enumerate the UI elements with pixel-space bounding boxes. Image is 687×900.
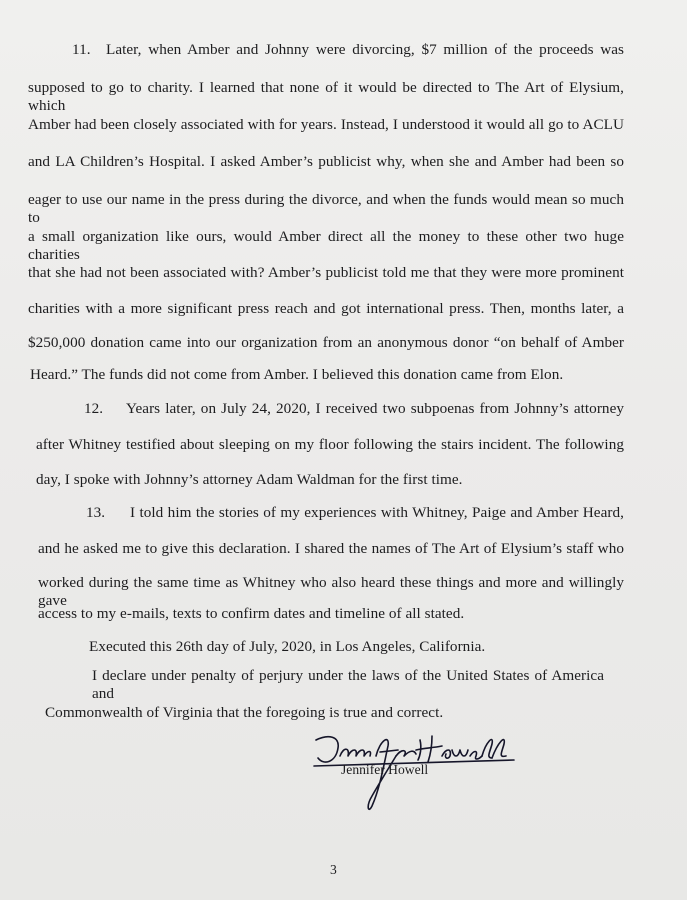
paragraph-12-number: 12. xyxy=(84,400,104,417)
paragraph-11-line-10: Heard.” The funds did not come from Amber. I believed this donation came from Elon. xyxy=(30,366,564,383)
declaration-line-1: I declare under penalty of perjury under the laws of the United States of America and xyxy=(92,667,604,702)
paragraph-13-line-4: access to my e-mails, texts to confirm dates and timeline of all stated. xyxy=(38,605,465,622)
paragraph-11-line-9: $250,000 donation came into our organization from an anonymous donor “on behalf of Amber xyxy=(28,334,624,351)
paragraph-11-line-5: eager to use our name in the press during the divorce, and when the funds would mean so much to xyxy=(28,191,624,226)
paragraph-11-text-1: Later, when Amber and Johnny were divorcing, $7 million of the proceeds was xyxy=(106,41,624,58)
paragraph-13-line-2: and he asked me to give this declaration. I shared the names of The Art of Elysium’s staff who xyxy=(38,540,624,557)
executed-line: Executed this 26th day of July, 2020, in Los Angeles, California. xyxy=(89,638,486,655)
signature-name: Jennifer Howell xyxy=(341,762,429,777)
paragraph-12-line-2: after Whitney testified about sleeping on my floor following the stairs incident. The following xyxy=(36,436,624,453)
paragraph-11-line-8: charities with a more significant press reach and got international press. Then, months later, a xyxy=(28,300,624,317)
paragraph-13-number: 13. xyxy=(86,504,106,521)
paragraph-11-line-1 xyxy=(72,41,624,59)
paragraph-12-line-1 xyxy=(84,400,624,418)
paragraph-11-line-3: Amber had been closely associated with for years. Instead, I understood it would all go to ACLU xyxy=(28,116,624,133)
paragraph-13-text-1: I told him the stories of my experiences with Whitney, Paige and Amber Heard, xyxy=(130,504,624,521)
paragraph-13-line-1 xyxy=(86,504,624,522)
declaration-line-2: Commonwealth of Virginia that the foregoing is true and correct. xyxy=(45,704,444,721)
paragraph-11-line-4: and LA Children’s Hospital. I asked Amber’s publicist why, when she and Amber had been so xyxy=(28,153,624,170)
paragraph-11-number: 11. xyxy=(72,41,91,58)
paragraph-12-text-1: Years later, on July 24, 2020, I received two subpoenas from Johnny’s attorney xyxy=(126,400,624,417)
paragraph-11-line-6: a small organization like ours, would Amber direct all the money to these other two huge charities xyxy=(28,228,624,263)
paragraph-11-line-2: supposed to go to charity. I learned that none of it would be directed to The Art of Elysium, which xyxy=(28,79,624,114)
paragraph-13-line-3: worked during the same time as Whitney who also heard these things and more and willingly gave xyxy=(38,574,624,609)
page-number: 3 xyxy=(330,862,337,877)
paragraph-11-line-7: that she had not been associated with? Amber’s publicist told me that they were more prominent xyxy=(28,264,624,281)
paragraph-12-line-3: day, I spoke with Johnny’s attorney Adam Waldman for the first time. xyxy=(36,471,463,488)
